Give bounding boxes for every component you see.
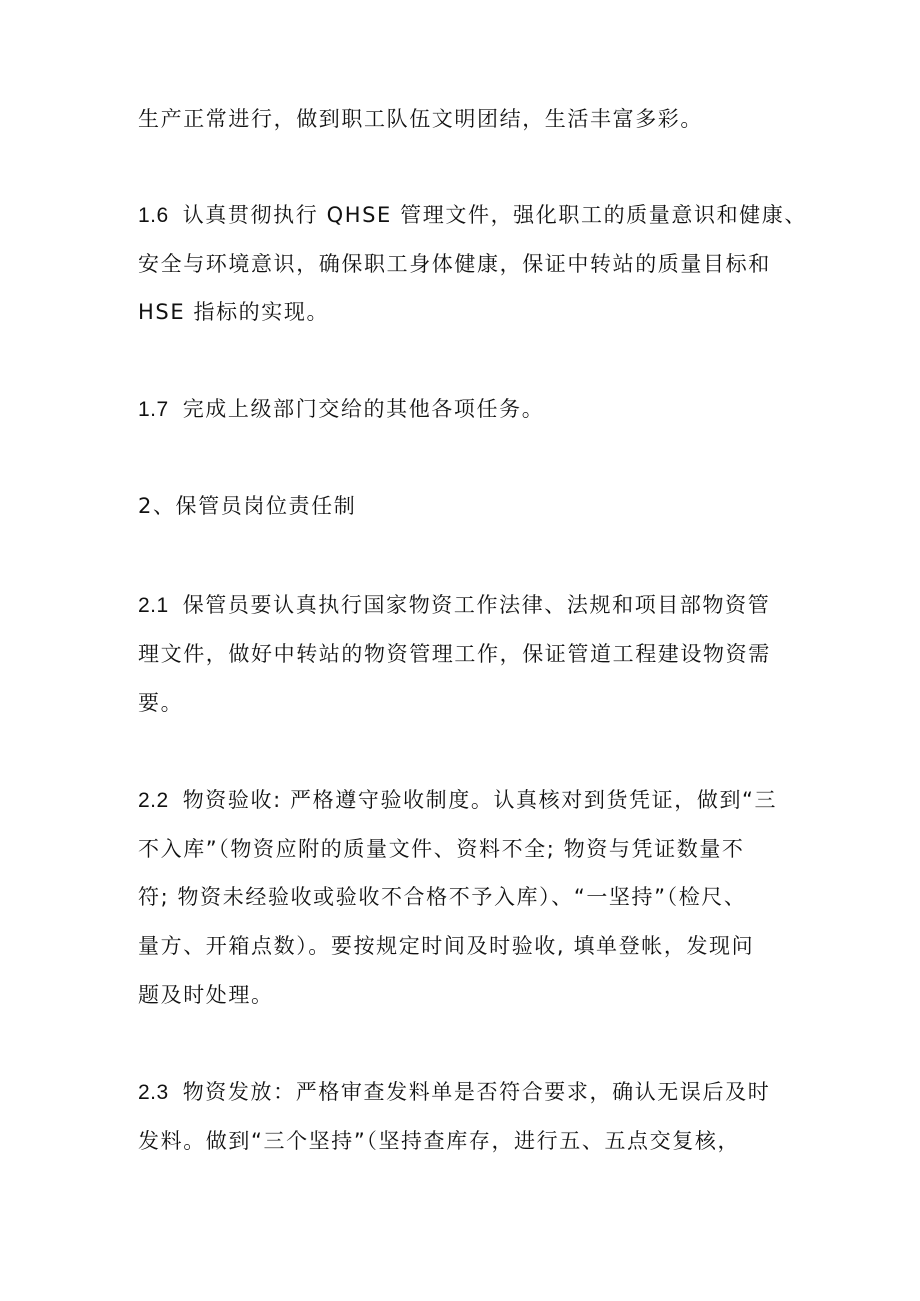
line-text: 安全与环境意识，确保职工身体健康，保证中转站的质量目标和	[138, 252, 771, 276]
text-line	[138, 1126, 788, 1156]
section-number: 1.7	[138, 398, 169, 421]
line-text: 物资发放：严格审查发料单是否符合要求，确认无误后及时	[182, 1080, 771, 1104]
line-text: 生产正常进行，做到职工队伍文明团结，生活丰富多彩。	[138, 107, 703, 131]
line-text: 保管员要认真执行国家物资工作法律、法规和项目部物资管	[182, 593, 771, 617]
line-text: 物资验收: 严格遵守验收制度。认真核对到货凭证，做到“三	[182, 788, 778, 812]
section-number: 2.3	[138, 1081, 169, 1104]
line-text: 发料。做到“三个坚持”（坚持查库存，进行五、五点交复核，	[138, 1129, 741, 1153]
section-number: 2.1	[138, 594, 169, 617]
text-line	[138, 639, 788, 669]
line-text: HSE 指标的实现。	[138, 300, 330, 324]
heading-text: 2、保管员岗位责任制	[138, 494, 357, 518]
text-line	[138, 882, 788, 912]
line-text: 符; 物资未经验收或验收不合格不予入库）、“一坚持”（检尺、	[138, 885, 747, 909]
text-line	[138, 688, 788, 718]
text-line	[138, 200, 807, 230]
line-text: 题及时处理。	[138, 983, 274, 1007]
text-line	[138, 394, 788, 424]
line-text: 量方、开箱点数）。要按规定时间及时验收, 填单登帐，发现问	[138, 934, 755, 958]
text-line	[138, 931, 788, 961]
text-line	[138, 297, 788, 327]
text-line	[138, 834, 788, 864]
text-line	[138, 980, 788, 1010]
section-heading	[138, 491, 788, 521]
line-text: 认真贯彻执行 QHSE 管理文件，强化职工的质量意识和健康、	[182, 203, 807, 227]
line-text: 要。	[138, 691, 184, 715]
section-number: 2.2	[138, 789, 169, 812]
line-text: 理文件，做好中转站的物资管理工作，保证管道工程建设物资需	[138, 642, 771, 666]
line-text: 完成上级部门交给的其他各项任务。	[182, 397, 545, 421]
text-line	[138, 249, 788, 279]
text-line	[138, 590, 788, 620]
line-text: 不入库”（物资应附的质量文件、资料不全; 物资与凭证数量不	[138, 837, 745, 861]
text-line	[138, 104, 788, 134]
text-line	[138, 1077, 788, 1107]
text-line	[138, 785, 788, 815]
section-number: 1.6	[138, 204, 169, 227]
